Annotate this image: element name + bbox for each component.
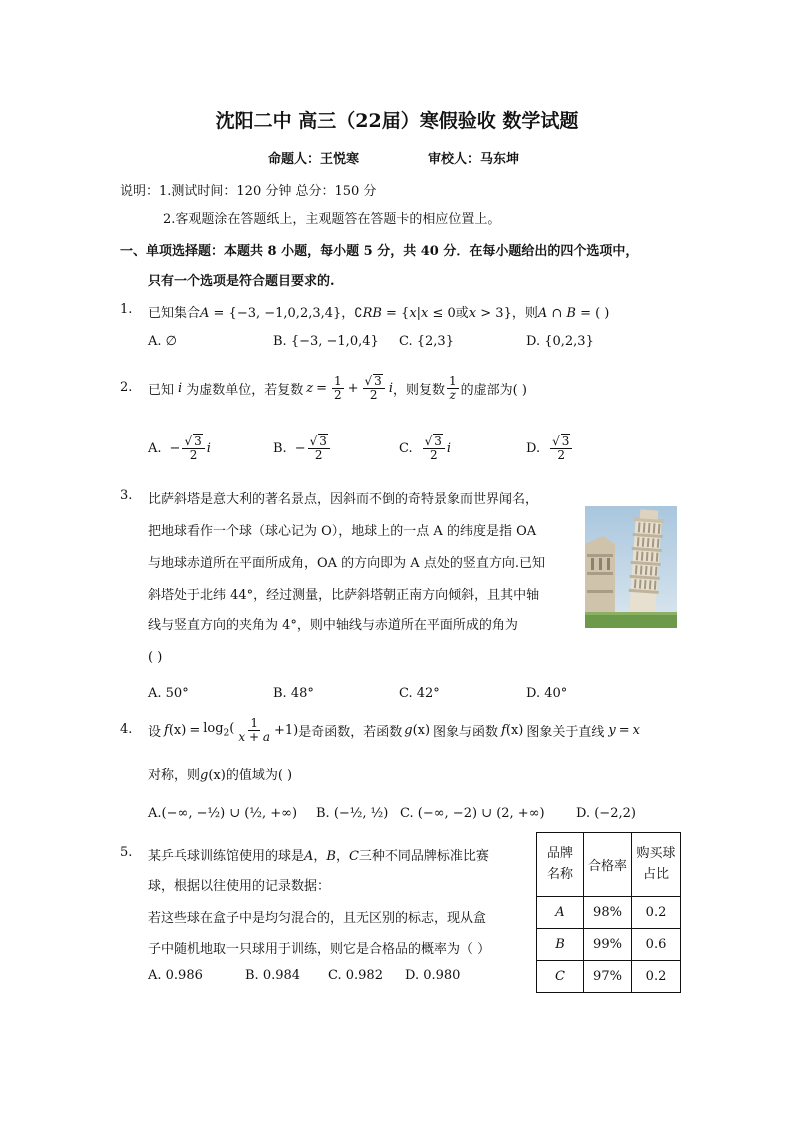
q3-option-c: C. 42° <box>399 686 440 701</box>
q2-option-a-label: A. <box>148 440 162 456</box>
section-heading-line2: 只有一个选项是符合题目要求的. <box>148 274 335 289</box>
q5-number: 5. <box>120 845 133 860</box>
q2-z-var: z <box>306 380 314 396</box>
q3-line-5: 线与竖直方向的夹角为 4°，则中轴线与赤道所在平面所成的角为 <box>148 618 518 633</box>
instructions-line2: 2.客观题涂在答题纸上，主观题答在答题卡的相应位置上。 <box>163 212 501 227</box>
q4-stem-b: 是奇函数，若函数 <box>298 724 403 740</box>
table-cell-brand: 𝐴 <box>537 897 584 929</box>
q4-stem-d: 图象关于直线 <box>526 724 605 740</box>
q2-option-d-label: D. <box>526 440 541 456</box>
q3-number: 3. <box>120 488 133 503</box>
leaning-tower-photo-svg <box>585 506 677 628</box>
q4-option-c: C. (−∞, −2) ∪ (2, +∞) <box>400 806 545 821</box>
table-cell-share: 0.2 <box>632 961 681 993</box>
table-cell-rate: 98% <box>584 897 632 929</box>
q2-i-factor: i <box>388 380 393 396</box>
q4-stem-a: 设 <box>148 724 162 740</box>
table-header-share: 购买球 占比 <box>632 833 681 897</box>
q2-stem-c: ，则复数 <box>392 382 445 398</box>
q3-line-4: 斜塔处于北纬 44°，经过测量，比萨斜塔朝正南方向倾斜，且其中轴 <box>148 588 540 603</box>
q4-stem-line1: 设 f (x) = $\log_2$( $\frac{1}{x + a}$ +1) 是奇函数，若函数 g (x) 图象与函数 f (x) 图象关于直线 y = x <box>148 715 640 744</box>
q2-stem-a: 已知 <box>148 382 175 398</box>
q1-option-a: A. ∅ <box>148 334 177 349</box>
q2-fraction-1-over-z: $\frac{1}{z}$ <box>449 373 457 402</box>
instructions-line1: 说明：1.测试时间：120 分钟 总分：150 分 <box>120 184 377 199</box>
reviewer: 审校人：马东坤 <box>428 152 520 167</box>
q2-option-b-label: B. <box>273 440 287 456</box>
q5-line-3: 若这些球在盒子中是均匀混合的，且无区别的标志，现从盒 <box>148 911 487 926</box>
setter: 命题人：王悦寒 <box>268 152 360 167</box>
q2-option-c-label: C. <box>399 440 413 456</box>
table-cell-brand: 𝐵 <box>537 929 584 961</box>
q4-option-b: B. (−½, ½) <box>316 806 389 821</box>
table-cell-share: 0.2 <box>632 897 681 929</box>
q1-option-b: B. {−3, −1,0,4} <box>273 334 379 349</box>
q4-f-x: f <box>164 722 169 738</box>
q3-option-d: D. 40° <box>526 686 568 701</box>
q4-stem-c: 图象与函数 <box>433 724 499 740</box>
table-row <box>537 897 681 929</box>
q2-option-a: A. − $\frac{√ 3}{2}$ i <box>148 434 211 462</box>
q2-option-c: C. $\frac{√ 3}{2}$ i <box>399 434 452 462</box>
q5-line-1: 某乒乓球训练馆使用的球是𝐴，𝐵，𝐶三种不同品牌标准比赛 <box>148 849 489 864</box>
table-header-brand: 品牌 名称 <box>537 833 584 897</box>
q3-line-2: 把地球看作一个球（球心记为 O），地球上的一点 A 的纬度是指 OA <box>148 524 537 539</box>
q5-line-4: 子中随机地取一只球用于训练，则它是合格品的概率为（ ） <box>148 942 491 957</box>
q2-equals: = <box>316 380 327 396</box>
q5-option-b: B. 0.984 <box>245 968 301 983</box>
q3-line-1: 比萨斜塔是意大利的著名景点，因斜而不倒的奇特景象而世界闻名， <box>148 492 539 507</box>
q3-line-6: ( ) <box>148 650 163 665</box>
q4-stem-line2: 对称，则g(x)的值域为( ) <box>148 768 293 783</box>
q4-option-a: A.(−∞, −½) ∪ (½, +∞) <box>148 806 298 821</box>
q3-option-b: B. 48° <box>273 686 314 701</box>
table-cell-rate: 97% <box>584 961 632 993</box>
leaning-tower-photo <box>585 506 677 628</box>
table-row <box>537 929 681 961</box>
page-title: 沈阳二中 高三（22届）寒假验收 数学试题 <box>215 110 579 132</box>
q1-stem: 已知集合𝐴 = {−3, −1,0,2,3,4}，∁𝑅𝐵 = {𝑥|𝑥 ≤ 0或𝑥 > 3}，则𝐴 ∩ 𝐵 = ( ) <box>148 306 610 321</box>
q5-option-c: C. 0.982 <box>328 968 383 983</box>
q4-number: 4. <box>120 722 133 737</box>
q3-line-3: 与地球赤道所在平面所成角，OA 的方向即为 A 点处的竖直方向.已知 <box>148 556 545 571</box>
q2-fraction-half: $\frac{1}{2}$ <box>333 373 342 402</box>
q2-stem <box>148 368 527 408</box>
q2-imaginary-i: i <box>178 380 183 396</box>
table-header-pass-rate: 合格率 <box>584 833 632 897</box>
q5-brand-table <box>536 832 681 993</box>
q4-stem-f: 的值域为( ) <box>225 768 293 783</box>
q1-number: 1. <box>120 302 133 317</box>
q2-stem-b: 为虚数单位，若复数 <box>186 382 304 398</box>
table-row <box>537 961 681 993</box>
q5-option-d: D. 0.980 <box>405 968 461 983</box>
table-cell-rate: 99% <box>584 929 632 961</box>
q3-option-a: A. 50° <box>148 686 189 701</box>
section-heading-line1: 一、单项选择题：本题共 8 小题，每小题 5 分，共 40 分．在每小题给出的四个选项中， <box>120 244 639 259</box>
q1-option-c: C. {2,3} <box>399 334 454 349</box>
q2-option-b: B. − $\frac{√ 3}{2}$ <box>273 428 332 468</box>
table-cell-share: 0.6 <box>632 929 681 961</box>
q5-line-2: 球，根据以往使用的记录数据： <box>148 879 331 894</box>
table-cell-brand: 𝐶 <box>537 961 584 993</box>
q4-option-d: D. (−2,2) <box>576 806 636 821</box>
q4-fraction: $\frac{1}{x + a}$ <box>238 715 270 744</box>
q1-option-d: D. {0,2,3} <box>526 334 594 349</box>
q5-option-a: A. 0.986 <box>148 968 203 983</box>
q2-fraction-sqrt3-half: $\frac{√ 3}{2}$ <box>363 374 385 401</box>
q4-stem-e: 对称，则 <box>148 768 201 783</box>
q2-plus: + <box>347 380 359 396</box>
q2-number: 2. <box>120 380 133 395</box>
q2-stem-d: 的虚部为( ) <box>460 382 527 398</box>
q2-option-d: D. $\frac{√ 3}{2}$ <box>526 428 574 468</box>
